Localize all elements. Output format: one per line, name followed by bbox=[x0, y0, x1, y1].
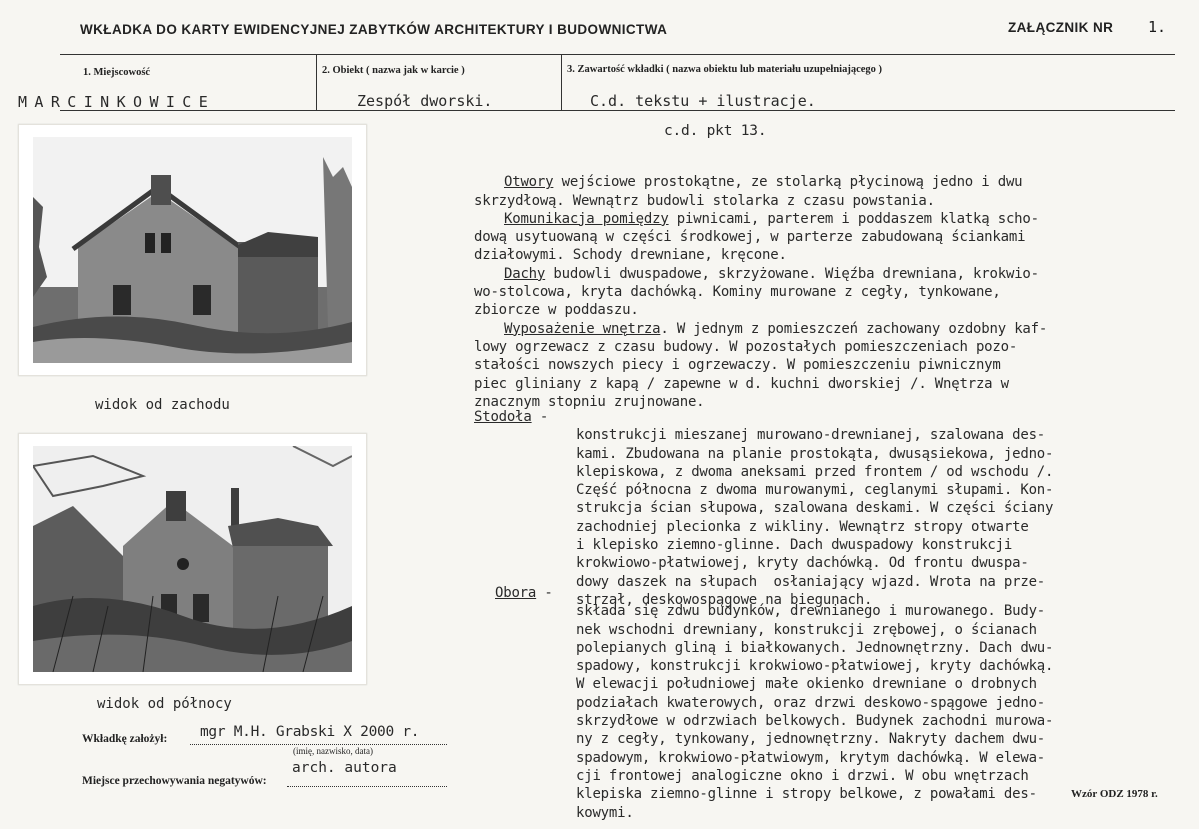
paragraph-communication bbox=[474, 210, 1164, 265]
locality-value: MARCINKOWICE bbox=[18, 93, 216, 111]
negatives-dotline bbox=[287, 786, 447, 787]
field-divider-1 bbox=[316, 54, 317, 111]
communication-line-1: piwnicami, parterem i poddaszem klatką scho- bbox=[668, 210, 1039, 227]
photo-north-image bbox=[33, 446, 352, 672]
barn-line: kami. Zbudowana na planie prostokąta, dwusąsiekowa, jedno- bbox=[576, 445, 1054, 462]
interior-line-5: znacznym stopniu zrujnowane. bbox=[474, 393, 705, 410]
manor-north-picture bbox=[33, 446, 352, 672]
photo-north bbox=[18, 433, 367, 685]
term-roofs: Dachy bbox=[504, 265, 546, 282]
openings-line-1: wejściowe prostokątne, ze stolarką płycinową jedno i dwu bbox=[553, 174, 1023, 191]
byre-line: nek wschodni drewniany, konstrukcji zrębowej, o ścianach bbox=[576, 621, 1037, 638]
barn-line: Część północna z dwoma murowanymi, ceglanymi słupami. Kon- bbox=[576, 482, 1054, 499]
author-value: mgr M.H. Grabski X 2000 r. bbox=[200, 724, 420, 740]
term-interior: Wyposażenie wnętrza bbox=[504, 320, 661, 337]
manor-description bbox=[474, 155, 1164, 411]
barn-line: i klepisko ziemno-glinne. Dach dwuspadowy konstrukcji bbox=[576, 537, 1013, 554]
byre-line: skrzydłowe w odrzwiach belkowych. Budynek zachodni murowa- bbox=[576, 713, 1054, 730]
openings-line-2: skrzydłową. Wewnątrz budowli stolarka z czasu powstania. bbox=[474, 192, 935, 209]
author-label: Wkładkę założył: bbox=[82, 733, 168, 745]
negatives-label: Miejsce przechowywania negatywów: bbox=[82, 775, 267, 787]
barn-line: klepiskowa, z dwoma aneksami przed frontem / od wschodu /. bbox=[576, 463, 1054, 480]
barn-line: zachodniej plecionka z wikliny. Wewnątrz stropy otwarte bbox=[576, 518, 1029, 535]
byre-term-line bbox=[495, 584, 561, 602]
term-openings: Otwory bbox=[504, 174, 554, 191]
interior-line-4: piec gliniany z kapą / zapewne w d. kuchni dworskiej /. Wnętrza w bbox=[474, 375, 1009, 392]
byre-line: klepiska ziemno-glinne i stropy belkowe, z powałami des- bbox=[576, 786, 1037, 803]
barn-description bbox=[576, 408, 1176, 609]
object-label: 2. Obiekt ( nazwa jak w karcie ) bbox=[322, 65, 465, 76]
term-byre: Obora bbox=[495, 585, 537, 601]
interior-line-3: stałości nowszych piecy i ogrzewaczy. W pomieszczeniu piwnicznym bbox=[474, 357, 1001, 374]
object-value: Zespół dworski. bbox=[357, 92, 493, 110]
attachment-label: ZAŁĄCZNIK NR bbox=[1008, 20, 1114, 35]
photo-west bbox=[18, 124, 367, 376]
byre-line: W elewacji południowej małe okienko drewniane o drobnych bbox=[576, 676, 1037, 693]
paragraph-interior bbox=[474, 320, 1164, 411]
paragraph-openings bbox=[474, 173, 1164, 210]
interior-line-2: lowy ogrzewacz z czasu budowy. W pozostałych pomieszczeniach pozo- bbox=[474, 338, 1018, 355]
form-model-id: Wzór ODZ 1978 r. bbox=[1071, 788, 1158, 800]
byre-line: podziałach kwaterowych, oraz drzwi deskowo-spągowe jedno- bbox=[576, 694, 1046, 711]
byre-dash: - bbox=[536, 585, 561, 601]
photo-west-caption: widok od zachodu bbox=[95, 397, 230, 413]
byre-line: cji frontowej analogiczne okno i drzwi. W obu wnętrzach bbox=[576, 767, 1029, 784]
manor-west-picture bbox=[33, 137, 352, 363]
communication-line-3: działowymi. Schody drewniane, kręcone. bbox=[474, 247, 787, 264]
byre-line: polepianych gliną i białkowanych. Jednownętrzny. Dach dwu- bbox=[576, 639, 1054, 656]
barn-line: krokwiowo-płatwiowej, kryty dachówką. Od frontu dwuspa- bbox=[576, 555, 1029, 572]
continuation-heading: c.d. pkt 13. bbox=[664, 123, 767, 139]
header-bottom-rule bbox=[60, 110, 1175, 111]
form-title: WKŁADKA DO KARTY EWIDENCYJNEJ ZABYTKÓW ARCHITEKTURY I BUDOWNICTWA bbox=[80, 22, 668, 37]
byre-line: kowymi. bbox=[576, 804, 634, 821]
byre-line: spadowy, konstrukcji krokwiowo-płatwiowej, kryty dachówką. bbox=[576, 658, 1054, 675]
byre-line: spadowym, krokwiowo-płatwiowym, krytym dachówką. W elewa- bbox=[576, 749, 1046, 766]
barn-line: strzał, deskowospągowe na biegunach. bbox=[576, 591, 873, 608]
communication-line-2: dową usytuowaną w części środkowej, w parterze zabudowaną ściankami bbox=[474, 229, 1026, 246]
negatives-value: arch. autora bbox=[292, 760, 397, 776]
byre-line: ny z cegły, tynkowany, jednownętrzny. Nakryty dachem dwu- bbox=[576, 731, 1046, 748]
roofs-line-2: wo-stolcowa, kryta dachówką. Kominy murowane z cegły, tynkowane, bbox=[474, 284, 1001, 301]
locality-label: 1. Miejscowość bbox=[83, 67, 151, 78]
byre-line: składa się zdwu budynków, drewnianego i murowanego. Budy- bbox=[576, 603, 1046, 620]
photo-north-caption: widok od północy bbox=[97, 696, 232, 712]
paragraph-roofs bbox=[474, 265, 1164, 320]
header-top-rule bbox=[60, 54, 1175, 55]
barn-line: dowy daszek na słupach osłaniający wjazd. Wrota na prze- bbox=[576, 573, 1046, 590]
roofs-line-1: budowli dwuspadowe, skrzyżowane. Więźba drewniana, krokwio- bbox=[545, 265, 1039, 282]
photo-west-image bbox=[33, 137, 352, 363]
term-barn: Stodoła bbox=[474, 409, 532, 425]
barn-dash: - bbox=[531, 409, 557, 425]
field-divider-2 bbox=[561, 54, 562, 111]
author-hint: (imię, nazwisko, data) bbox=[293, 746, 373, 756]
content-label: 3. Zawartość wkładki ( nazwa obiektu lub materiału uzupełniającego ) bbox=[567, 64, 883, 75]
barn-term-line bbox=[474, 408, 556, 426]
attachment-number: 1. bbox=[1148, 18, 1167, 36]
term-communication: Komunikacja pomiędzy bbox=[504, 210, 669, 227]
interior-line-1: . W jednym z pomieszczeń zachowany ozdobny kaf- bbox=[660, 320, 1048, 337]
content-value: C.d. tekstu + ilustracje. bbox=[590, 92, 816, 110]
roofs-line-3: zbiorcze w poddaszu. bbox=[474, 302, 639, 319]
author-dotline bbox=[190, 744, 447, 745]
barn-line: konstrukcji mieszanej murowano-drewnianej, szalowana des- bbox=[576, 427, 1046, 444]
barn-line: strukcja ścian słupowa, szalowana deskami. W części ściany bbox=[576, 500, 1054, 517]
byre-description bbox=[576, 584, 1176, 822]
